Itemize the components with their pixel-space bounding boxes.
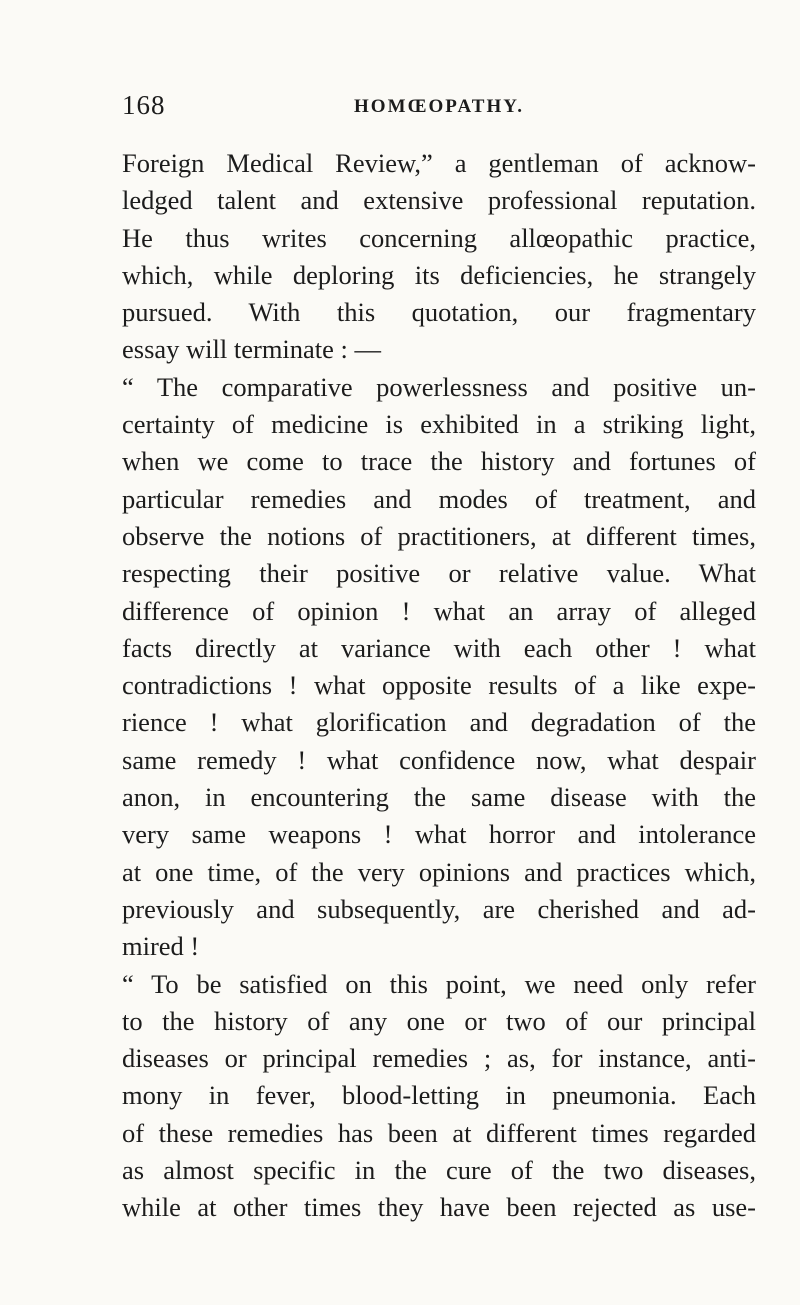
text-line: contradictions ! what opposite results of a like expe- <box>122 670 756 701</box>
running-title: HOMŒOPATHY. <box>354 96 524 117</box>
text-line: particular remedies and modes of treatment, and <box>122 483 756 514</box>
text-line: “ To be satisfied on this point, we need only refer <box>122 968 756 999</box>
text-line: ledged talent and extensive professional reputation. <box>122 185 756 216</box>
text-line: He thus writes concerning allœopathic practice, <box>122 222 756 253</box>
text-line: respecting their positive or relative value. What <box>122 558 756 589</box>
text-line: to the history of any one or two of our principal <box>122 1005 756 1036</box>
text-line: when we come to trace the history and fortunes of <box>122 446 756 477</box>
text-line: pursued. With this quotation, our fragmentary <box>122 297 756 328</box>
text-line: rience ! what glorification and degradation of the <box>122 707 756 738</box>
text-line: Foreign Medical Review,” a gentleman of acknow- <box>122 148 756 178</box>
text-line: difference of opinion ! what an array of alleged <box>122 595 756 626</box>
text-line: mired ! <box>122 931 200 962</box>
text-line: very same weapons ! what horror and intolerance <box>122 819 756 850</box>
text-line: of these remedies has been at different times regarded <box>122 1117 756 1148</box>
text-line: “ The comparative powerlessness and positive un- <box>122 371 756 402</box>
page-header <box>122 90 756 124</box>
text-line: facts directly at variance with each other ! what <box>122 632 756 663</box>
text-line: observe the notions of practitioners, at different times, <box>122 520 756 551</box>
text-line: mony in fever, blood-letting in pneumonia. Each <box>122 1080 756 1111</box>
text-line: essay will terminate : — <box>122 334 382 365</box>
text-line: as almost specific in the cure of the two diseases, <box>122 1155 756 1186</box>
text-line: same remedy ! what confidence now, what despair <box>122 744 756 775</box>
text-line: previously and subsequently, are cherished and ad- <box>122 893 756 924</box>
text-line: at one time, of the very opinions and practices which, <box>122 856 756 887</box>
text-line: certainty of medicine is exhibited in a striking light, <box>122 409 756 440</box>
page-number: 168 <box>122 90 166 120</box>
text-line: diseases or principal remedies ; as, for instance, anti- <box>122 1043 756 1074</box>
text-line: while at other times they have been rejected as use- <box>122 1192 756 1223</box>
text-line: anon, in encountering the same disease with the <box>122 782 756 813</box>
body-text <box>122 145 756 1227</box>
text-line: which, while deploring its deficiencies, he strangely <box>122 259 756 290</box>
